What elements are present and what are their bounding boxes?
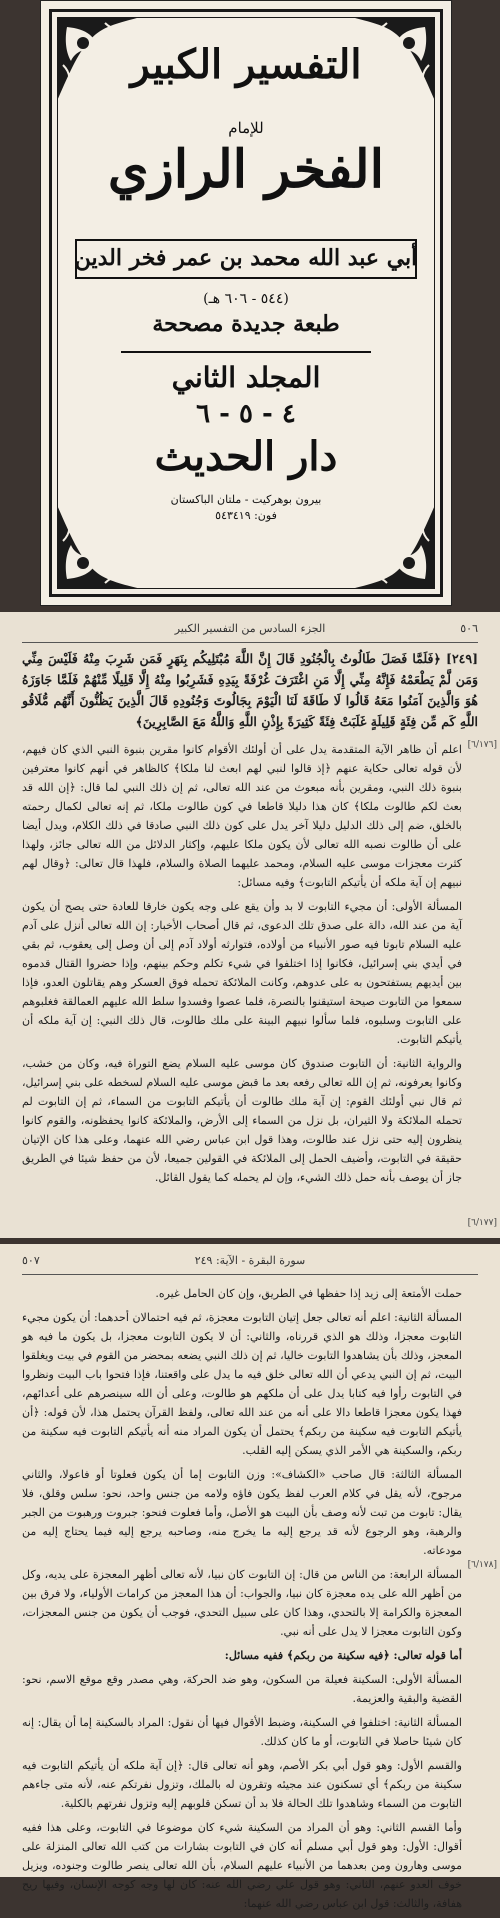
text-page-507 bbox=[0, 1244, 500, 1910]
page-number: ٥٠٧ bbox=[22, 1254, 40, 1267]
paragraph: حملت الأمتعة إلى زيد إذا حفظها في الطريق، وإن كان الحامل غيره. bbox=[155, 1287, 462, 1300]
page-number: ٥٠٦ bbox=[460, 622, 478, 635]
page-header bbox=[22, 622, 478, 638]
edition-label: طبعة جديدة مصححة bbox=[152, 311, 340, 337]
commentary-body bbox=[22, 740, 462, 1192]
paragraph: المسألة الأولى: السكينة فعيلة من السكون، وهو ضد الحركة، وهي مصدر وقع موقع الاسم، نحو: القضية والبقية والعزيمة. bbox=[22, 1673, 462, 1705]
header-rule bbox=[22, 1274, 478, 1275]
divider bbox=[121, 351, 371, 353]
paragraph: اعلم أن ظاهر الآية المتقدمة يدل على أن أولئك الأقوام كانوا مقرين بنبوة النبي الذي كان فيهم، لأن قوله تعالى حكاية عنهم ﴿إذ قالوا لنبي لهم ابعث لنا ملكا﴾ كالظاهر في أنهم كانوا معترفين بنبوة ذلك النبي، ومقرين بأنه مبعوث من عند الله تعالى، ثم إن ذلك النبي لما قال: ﴿إن الله قد بعث لكم طالوت ملكا﴾ كان هذا دليلا قاطعا في كون طالوت ملكا، ثم إنه تعالى لكمال رحمته بالخلق، ضم إلى ذلك الدليل دليلا آخر يدل على كون ذلك النبي صادقا في ذلك الكلام، ويدل أيضا على أن طالوت نصبه الله تعالى لأن يكون ملكا عليهم، وإكثار الدلائل من الله تعالى جائز، ولهذا كثرت معجزات موسى عليه السلام، ومحمد عليهما الصلاة والسلام، فلهذا قال تعالى: ﴿وقال لهم نبيهم إن آية ملكه أن يأتيكم التابوت﴾ وفيه مسائل: bbox=[22, 743, 462, 889]
author-full-name: أبي عبد الله محمد بن عمر فخر الدين bbox=[74, 245, 418, 271]
volume-label: المجلد الثاني bbox=[171, 361, 321, 394]
header-rule bbox=[22, 642, 478, 643]
paragraph: والقسم الأول: وهو قول أبي بكر الأصم، وهو أنه تعالى قال: ﴿إن آية ملكه أن يأتيكم التابوت فيه سكينة من ربكم﴾ أي تسكنون عند مجيئه وتقرون له بالملك، وتزول نفرتكم عنه، لأنه متى جاءهم التابوت من السماء وشاهدوا تلك الحالة فلا بد أن تسكن قلوبهم إليه وتزول نفرتهم بالكلية. bbox=[22, 1759, 462, 1810]
paragraph: المسألة الأولى: أن مجيء التابوت لا بد وأن يقع على وجه يكون خارقا للعادة حتى يصح أن يكون آية من عند الله، دالة على صدق تلك الدعوى، ثم قال أصحاب الأخبار: إن الله تعالى أنزل على آدم عليه السلام تابوتا فيه صور الأنبياء من أولاده، فتوارثه أولاد آدم إلى أن وصل إلى يعقوب، ثم بقي في أيدي بني إسرائيل، فكانوا إذا اختلفوا في شيء تكلم وحكم بينهم، وإذا حضروا القتال قدموه بين أيديهم يستفتحون به على عدوهم، وكانت الملائكة تحمله فوق العسكر وهم يقاتلون العدو، فإذا سمعوا من التابوت صيحة استيقنوا بالنصرة، فلما عصوا وفسدوا سلط الله عليهم العمالقة فغلبوهم على التابوت وسلبوه، فلما سألوا نبيهم البينة على ملك طالوت، قال ذلك النبي: إن آية ملكه أن يأتيكم التابوت. bbox=[22, 900, 462, 1046]
margin-reference: [٦/١٧٧] bbox=[467, 1218, 497, 1228]
paragraph: أما قوله تعالى: ﴿فيه سكينة من ربكم﴾ ففيه مسائل: bbox=[224, 1649, 462, 1662]
publisher-address: بيرون بوهركيت - ملتان الباكستان bbox=[170, 493, 322, 506]
publisher-name: دار الحديث bbox=[154, 433, 338, 480]
verse-number: [٢٤٩] bbox=[446, 651, 479, 666]
paragraph: المسألة الثالثة: قال صاحب «الكشاف»: وزن التابوت إما أن يكون فعلوتا أو فاعولا، والثاني مرجوح، لأنه يقل في كلام العرب لفظ يكون فاؤه ولامه من جنس واحد، نحو: سلس وقلق، فلا يقال: تابوت من تبت لأنه وصف بأن البيت هو الأصل، وأما فعلوت فنحو: جبروت ورهبوت من الجبر والرهبة، وهو الرجوع لأنه قد يرجع إليه ما يخرج منه، وصاحبه يرجع إليه فيما يحتاج إليه من مودعاته. bbox=[22, 1468, 462, 1557]
margin-reference: [٦/١٧٨] bbox=[467, 1560, 497, 1570]
parts-label: ٤ - ٥ - ٦ bbox=[196, 399, 296, 429]
book-cover bbox=[40, 0, 452, 606]
paragraph: وأما القسم الثاني: وهو أن المراد من السكينة شيء كان موضوعا في التابوت، وعلى هذا ففيه أقوال: الأول: وهو قول أبي مسلم أنه كان في التابوت بشارات من كتب الله تعالى المنزلة على موسى وهارون ومن بعدهما من الأنبياء عليهم السلام، بأن الله تعالى ينصر طالوت وجنوده، ويزيل خوف العدو عنهم، الثاني: وهو قول علي رضي الله عنه: كان لها وجه كوجه الإنسان، وفيها ريح هفافة، والثالث: قول ابن عباس رضي الله عنهما: bbox=[22, 1821, 462, 1910]
running-title: الجزء السادس من التفسير الكبير bbox=[174, 622, 326, 635]
commentary-body bbox=[22, 1284, 462, 1918]
paragraph: والرواية الثانية: أن التابوت صندوق كان موسى عليه السلام يضع التوراة فيه، وكان من خشب، وكانوا يعرفونه، ثم إن الله تعالى رفعه بعد ما قبض موسى عليه السلام لسخطه على بني إسرائيل، ثم قال نبي أولئك القوم: إن آية ملك طالوت أن يأتيكم التابوت من السماء، ثم إن التابوت لم تحمله الملائكة ولا الثيران، بل نزل من السماء إلى الأرض، والملائكة كانوا يحفظونه، والقوم كانوا ينظرون إليه حتى نزل عند طالوت، وهذا قول ابن عباس رضي الله عنهما، وعلى هذا كان الإتيان حقيقة في التابوت، وأضيف الحمل إلى الملائكة في القولين جميعا، لأن من حفظ شيئا في الطريق جاز أن يوصف بأنه حمل ذلك الشيء، وإن لم يحمله كما يقول القائل. bbox=[22, 1057, 462, 1184]
author-dates: (٥٤٤ - ٦٠٦ هـ) bbox=[203, 291, 289, 307]
margin-reference: [٦/١٧٦] bbox=[467, 740, 497, 750]
publisher-phone: فون: ٥٤٣٤١٩ bbox=[215, 509, 277, 522]
page-header bbox=[22, 1254, 478, 1270]
imam-label: للإمام bbox=[228, 119, 264, 137]
verse-text: ﴿فَلَمَّا فَصَلَ طَالُوتُ بِالْجُنُودِ قَالَ إِنَّ اللَّهَ مُبْتَلِيكُم بِنَهَرٍ فَمَن شَرِبَ مِنْهُ فَلَيْسَ مِنِّي وَمَن لَّمْ يَطْعَمْهُ فَإِنَّهُ مِنِّي إِلَّا مَنِ اغْتَرَفَ غُرْفَةً بِيَدِهِ فَشَرِبُوا مِنْهُ إِلَّا قَلِيلًا مِّنْهُمْ فَلَمَّا جَاوَزَهُ هُوَ وَالَّذِينَ آمَنُوا مَعَهُ قَالُوا لَا طَاقَةَ لَنَا الْيَوْمَ بِجَالُوتَ وَجُنُودِهِ قَالَ الَّذِينَ يَظُنُّونَ أَنَّهُم مُّلَاقُو اللَّهِ كَم مِّن فِئَةٍ قَلِيلَةٍ غَلَبَتْ فِئَةً كَثِيرَةً بِإِذْنِ اللَّهِ وَاللَّهُ مَعَ الصَّابِرِينَ﴾ bbox=[22, 651, 478, 729]
quran-verse bbox=[22, 648, 478, 732]
running-title: سورة البقرة - الآية: ٢٤٩ bbox=[194, 1254, 306, 1267]
author-name: الفخر الرازي bbox=[107, 139, 385, 200]
paragraph: المسألة الثانية: اختلفوا في السكينة، وضبط الأقوال فيها أن نقول: المراد بالسكينة إما أن يقال: إنه كان شيئا حاصلا في التابوت، أو ما كان كذلك. bbox=[22, 1716, 462, 1748]
paragraph: المسألة الثانية: اعلم أنه تعالى جعل إتيان التابوت معجزة، ثم فيه احتمالان أحدهما: أن يكون مجيء التابوت معجزا، وذلك هو الذي قررناه، والثاني: أن لا يكون التابوت معجزا، بل يكون ما فيه هو المعجز، وذلك بأن يشاهدوا التابوت خاليا، ثم إن ذلك النبي يضعه بمحضر من القوم في بيت ويغلقوا البيت، ثم إن النبي يدعي أن الله تعالى خلق فيه ما يدل على واقعتنا، فإذا فتحوا باب البيت ونظروا في التابوت رأوا فيه كتابا يدل على أن ملكهم هو طالوت، وعلى أن الله سينصرهم على أعدائهم، فهذا يكون معجزا قاطعا دالا على أنه من عند الله تعالى، ولفظ القرآن يحتمل هذا، لأن قوله: ﴿أن يأتيكم التابوت فيه سكينة من ربكم﴾ يحتمل أن يكون المراد منه أنه يأتيكم التابوت فيه سكينة من ربكم، والسكينة هي الأمر الذي يسكن إليه القلب. bbox=[22, 1311, 462, 1457]
text-page-506 bbox=[0, 612, 500, 1238]
paragraph: المسألة الرابعة: من الناس من قال: إن التابوت كان نبيا، لأنه تعالى أظهر المعجزة على يديه، وكل من أظهر الله على يده معجزة كان نبيا، والجواب: أن هذا المعجز من كرامات الأولياء، ولا فرق بين المعجزة والكرامة إلا بالتحدي، وهذا كان على سبيل التحدي، فوجب أن يكون من جنس المعجزات، وكون التابوت معجزا لا يدل على أنه نبي. bbox=[22, 1568, 462, 1638]
book-title: التفسير الكبير bbox=[130, 41, 362, 88]
